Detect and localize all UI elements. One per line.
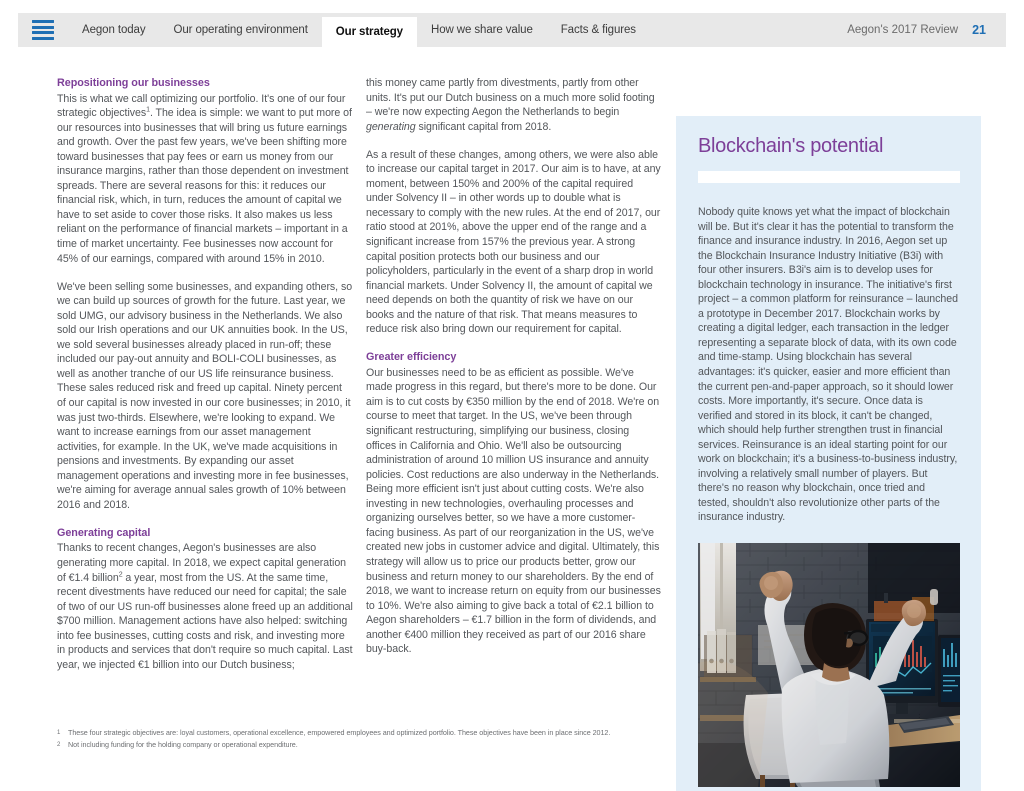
paragraph-text-part: . The idea is simple: we want to put more of our resources into businesses that will bring us future earnings and growth. Over the past few years, we've been shifting more toward businesses that pay fees or earn us money from our insurance margins, rather than those dependent on investment spreads. There are several reasons for this: it reduces our financial risk, which, in turn, reduces the amount of capital we have to set aside to cover those risks. It also makes us less reliant on the performance of financial markets – important in a time of market uncertainty. Fee businesses now account for 45% of our earnings, compared with around 15% in 2010. bbox=[57, 107, 352, 265]
tab-facts-and-figures[interactable]: Facts & figures bbox=[560, 24, 636, 36]
hamburger-bar bbox=[32, 26, 54, 29]
text-column-2 bbox=[366, 76, 662, 657]
tab-how-we-share-value[interactable]: How we share value bbox=[430, 24, 533, 36]
top-navigation-bar bbox=[18, 13, 1006, 47]
page-number: 21 bbox=[972, 23, 986, 37]
text-column-1 bbox=[57, 76, 353, 672]
sidebar-divider-bar bbox=[698, 171, 960, 183]
hamburger-bar bbox=[32, 31, 54, 34]
person-celebrating-at-trading-desk-photo bbox=[698, 543, 960, 787]
footnote-1-marker: 1 bbox=[57, 730, 61, 736]
hamburger-menu-icon[interactable] bbox=[18, 13, 68, 47]
tab-aegon-today[interactable]: Aegon today bbox=[82, 24, 146, 36]
sidebar-panel-blockchain bbox=[676, 116, 981, 791]
nav-tab-list bbox=[68, 13, 847, 47]
paragraph-text-part: This is what we call optimizing our portfolio. It's one of our four strategic objectives bbox=[57, 92, 346, 120]
paragraph-text-part: Thanks to recent changes, Aegon's businesses are also generating more capital. In 2018, we expect capital generation of €1.4 billion bbox=[57, 542, 347, 584]
footnote-2 bbox=[57, 739, 657, 751]
emphasis-generating: generating bbox=[366, 120, 416, 133]
footnote-2-marker: 2 bbox=[57, 742, 61, 748]
nav-right-group bbox=[847, 13, 1006, 47]
hamburger-bar bbox=[32, 20, 54, 23]
paragraph-selling-businesses: We've been selling some businesses, and expanding others, so we can build up sources of growth for the future. Last year, we sold UMG, our advisory business in the Netherlands. We also sold our Irish operations and our UK annuities book. In the US, we sold several businesses already placed in run-off; these included our pay-out annuity and BOLI-COLI businesses, as well as another tranche of our US life reinsurance business. These sales reduced risk and freed up capital. Ninety percent of our capital is now invested in our core businesses; in 2010, it was just two-thirds. Elsewhere, we're looking to expand. We want to increase earnings from our asset management activities, for example. In the UK, we've made acquisitions in pensions and investments. By expanding our asset management operations and investing more in fee businesses, we're aiming for average annual sales growth of 10% between 2016 and 2018. bbox=[57, 280, 353, 511]
tab-our-strategy[interactable]: Our strategy bbox=[322, 17, 417, 47]
footnote-2-text: Not including funding for the holding company or operational expenditure. bbox=[68, 740, 298, 749]
heading-greater-efficiency: Greater efficiency bbox=[366, 351, 457, 364]
heading-repositioning-our-businesses: Repositioning our businesses bbox=[57, 77, 210, 89]
page-content bbox=[0, 58, 1024, 758]
footnote-1-text: These four strategic objectives are: loyal customers, operational excellence, empowered employees and optimized portfolio. These objectives have been in place since 2012. bbox=[68, 728, 611, 737]
paragraph-greater-efficiency: Our businesses need to be as efficient as possible. We've made progress in this regard, but there's more to be done. Our aim is to cut costs by €350 million by the end of 2018. We're on course to meet that target. In the US, we've been through significant restructuring, simplifying our business, closing offices in California and Ohio. We'll also be outsourcing administration of around 10 million US insurance and annuity policies. Cost reductions are also underway in the Netherlands. Being more efficient isn't just about cutting costs. We're also investing in new technologies, overhauling processes and organizing ourselves better, so we have a more customer-facing business. As part of our reorganization in the US, we've created new jobs in customer advice and digital. Ultimately, this strategy will allow us to price our products better, grow our business and return money to our shareholders. By the end of 2018, we want to increase return on equity from our businesses to 10%. We're also aiming to give back a total of €2.1 billion to Aegon shareholders – €1.7 billion in the form of dividends, and another €400 million they received as part of our 2016 share buy-back. bbox=[366, 366, 661, 656]
paragraph-generating-capital bbox=[57, 541, 353, 672]
sidebar-title: Blockchain's potential bbox=[698, 135, 884, 157]
paragraph-capital-target: As a result of these changes, among others, we were also able to increase our capital target in 2017. Our aim is to have, at any moment, between 150% and 200% of the capital required under Solvency II – in other words up to double what is necessary to comply with the new rules. At the end of 2017, our ratio stood at 201%, above the upper end of the range and a significant increase from 157% the previous year. A strong capital position protects both our business and our policyholders, particularly in the event of a sharp drop in world financial markets. Under Solvency II, the amount of capital we need depends on both the quantity of risk we have on our books and the nature of that risk. That means measures to reduce risk also bring down our requirement for capital. bbox=[366, 148, 661, 336]
review-title-label: Aegon's 2017 Review bbox=[847, 24, 959, 36]
footnote-ref-1[interactable]: 1 bbox=[146, 106, 150, 114]
footnote-ref-2[interactable]: 2 bbox=[118, 570, 123, 578]
sidebar-photo bbox=[698, 543, 960, 787]
sidebar-body-text: Nobody quite knows yet what the impact of blockchain will be. But it's clear it has the potential to transform the finance and insurance industry. In 2016, Aegon set up the Blockchain Insurance Industry Initiative (B3i) with four other insurers. B3i's aim is to develop uses for blockchain technology in insurance. The initiative's first project – a common platform for reinsurance – launched a prototype in December 2017. Blockchain works by creating a digital ledger, each transaction in the ledger representing a separate block of data, with its own code and time-stamp. Using blockchain has several advantages: it's quicker, easier and more efficient than the current pen-and-paper approach, so it should lower costs. More importantly, it's secure. Once data is verified and stored in its block, it can't be changed, which should help further strengthen trust in financial services. Reinsurance is an ideal starting point for our work on blockchain; it's a business-to-business industry, involving a relatively small number of players. But there's no reason why blockchain, once tried and tested, shouldn't also revolutionize other parts of the insurance industry. bbox=[698, 206, 958, 524]
paragraph-text-part: significant capital from 2018. bbox=[415, 120, 552, 133]
paragraph-text-part: this money came partly from divestments, partly from other units. It's put our Dutch business on a much more solid footing – we're now expecting Aegon the Netherlands to begin bbox=[366, 77, 655, 119]
paragraph-text-part: a year, most from the US. At the same time, recent divestments have reduced our need for capital; the sale of two of our US run-off businesses alone freed up an additional $700 million. Management actions have also helped: switching into fee businesses, cutting costs and risk, and investing more in products and services that don't require so much capital. Last year, we injected €1 billion into our Dutch business; bbox=[57, 571, 353, 671]
paragraph-repositioning bbox=[57, 92, 353, 267]
hamburger-bar bbox=[32, 37, 54, 40]
heading-generating-capital: Generating capital bbox=[57, 526, 151, 539]
tab-our-operating-environment[interactable]: Our operating environment bbox=[173, 24, 308, 36]
paragraph-dutch-business bbox=[366, 76, 662, 134]
footnote-1 bbox=[57, 727, 657, 739]
footnotes-block bbox=[57, 727, 657, 751]
